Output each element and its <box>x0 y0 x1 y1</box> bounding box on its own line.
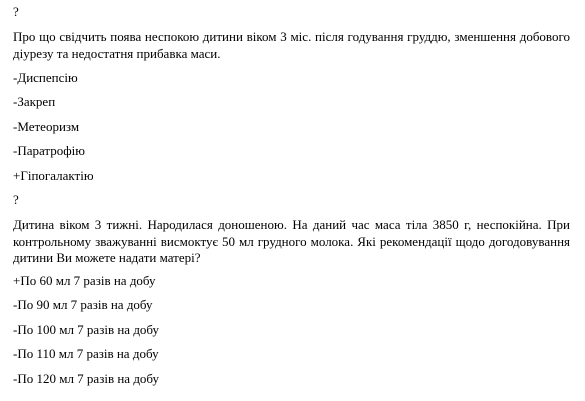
question-2-answer-4: -По 110 мл 7 разів на добу <box>13 346 159 361</box>
question-2-answer-5: -По 120 мл 7 разів на добу <box>13 371 160 386</box>
question-1-answer-1: -Диспепсію <box>13 70 78 85</box>
question-1-answer-3: -Метеоризм <box>13 119 80 134</box>
question-2-answer-2: -По 90 мл 7 разів на добу <box>13 297 153 312</box>
question-1-answer-4: -Паратрофію <box>13 143 86 158</box>
question-2-marker: ? <box>13 192 19 207</box>
question-1-text: Про що свідчить поява неспокою дитини віком 3 міс. після годування груддю, зменшення добового діурезу та недостатня прибавка маси. <box>13 29 570 61</box>
question-1-marker: ? <box>13 4 19 19</box>
question-2-answer-1: +По 60 мл 7 разів на добу <box>13 273 156 288</box>
question-2-answer-3: -По 100 мл 7 разів на добу <box>13 322 160 337</box>
question-2-text: Дитина віком 3 тижні. Народилася доношеною. На даний час маса тіла 3850 г, неспокійна. При контрольному зважуванні висмоктує 50 мл грудного молока. Які рекомендації щодо догодовування дитини Ви можете надати матері? <box>13 217 570 265</box>
question-1-answer-5: +Гіпогалактію <box>13 168 94 183</box>
question-1-answer-2: -Закреп <box>13 94 56 109</box>
